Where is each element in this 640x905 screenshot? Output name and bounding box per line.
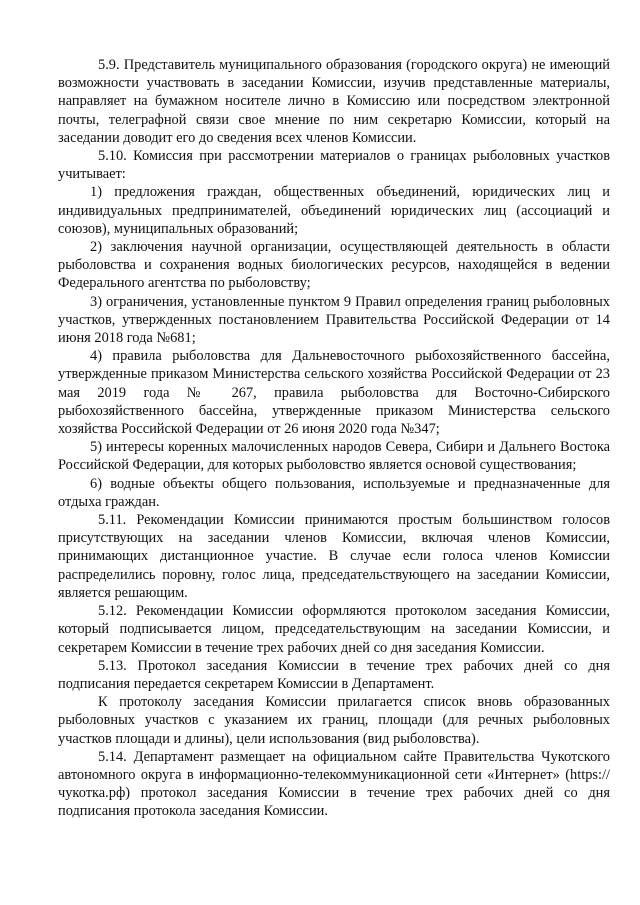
paragraph-5-12: 5.12. Рекомендации Комиссии оформляются протоколом заседания Комиссии, который подписывается лицом, председательствующим на заседании Комиссии, и секретарем Комиссии в течение трех рабочих дней со дня заседания Комиссии. bbox=[58, 603, 610, 656]
paragraph-5-9: 5.9. Представитель муниципального образования (городского округа) не имеющий возможности участвовать в заседании Комиссии, изучив представленные материалы, направляет на бумажном носителе лично в Комиссию или посредством электронной почты, телеграфной связи свое мнение по ним секретарю Комиссии, который на заседании доводит его до сведения всех членов Комиссии. bbox=[58, 57, 610, 146]
paragraph-5-14: 5.14. Департамент размещает на официальном сайте Правительства Чукотского автономного округа в информационно-телекоммуникационной сети «Интернет» (https://чукотка.рф) протокол заседания Комиссии в течение трех рабочих дней со дня подписания протокола заседания Комиссии. bbox=[58, 748, 610, 820]
list-item-1: 1) предложения граждан, общественных объединений, юридических лиц и индивидуальных предпринимателей, объединений юридических лиц (ассоциаций и союзов), муниципальных образований; bbox=[58, 184, 610, 237]
list-item-4: 4) правила рыболовства для Дальневосточного рыбохозяйственного бассейна, утвержденные приказом Министерства сельского хозяйства Российской Федерации от 23 мая 2019 года № 267, правила рыболовства для Восточно-Сибирского рыбохозяйственного бассейна, утвержденные приказом Министерства сельского хозяйства Российской Федерации от 26 июня 2020 года №347; bbox=[58, 348, 610, 438]
paragraph-5-10: 5.10. Комиссия при рассмотрении материалов о границах рыболовных участков учитывает: bbox=[58, 148, 610, 183]
list-item-5: 5) интересы коренных малочисленных народов Севера, Сибири и Дальнего Востока Российской Федерации, для которых рыболовство является основой существования; bbox=[58, 439, 610, 474]
document-page bbox=[58, 56, 610, 821]
paragraph-5-11: 5.11. Рекомендации Комиссии принимаются простым большинством голосов присутствующих на заседании членов Комиссии, включая членов Комиссии, принимающих дистанционное участие. В случае если голоса членов Комиссии распределились поровну, голос лица, председательствующего на заседании Комиссии, является решающим. bbox=[58, 512, 610, 601]
list-item-3: 3) ограничения, установленные пунктом 9 Правил определения границ рыболовных участков, утвержденных постановлением Правительства Российской Федерации от 14 июня 2018 года №681; bbox=[58, 293, 610, 347]
list-item-6: 6) водные объекты общего пользования, используемые и предназначенные для отдыха граждан. bbox=[58, 475, 610, 510]
paragraph-protocol-attachment: К протоколу заседания Комиссии прилагается список вновь образованных рыболовных участков с указанием их границ, площади (для речных рыболовных участков площади и длины), цели использования (вид рыболовства). bbox=[58, 694, 610, 747]
paragraph-5-13: 5.13. Протокол заседания Комиссии в течение трех рабочих дней со дня подписания передается секретарем Комиссии в Департамент. bbox=[58, 657, 610, 692]
list-item-2: 2) заключения научной организации, осуществляющей деятельность в области рыболовства и сохранения водных биологических ресурсов, находящейся в ведении Федерального агентства по рыболовству; bbox=[58, 239, 610, 292]
